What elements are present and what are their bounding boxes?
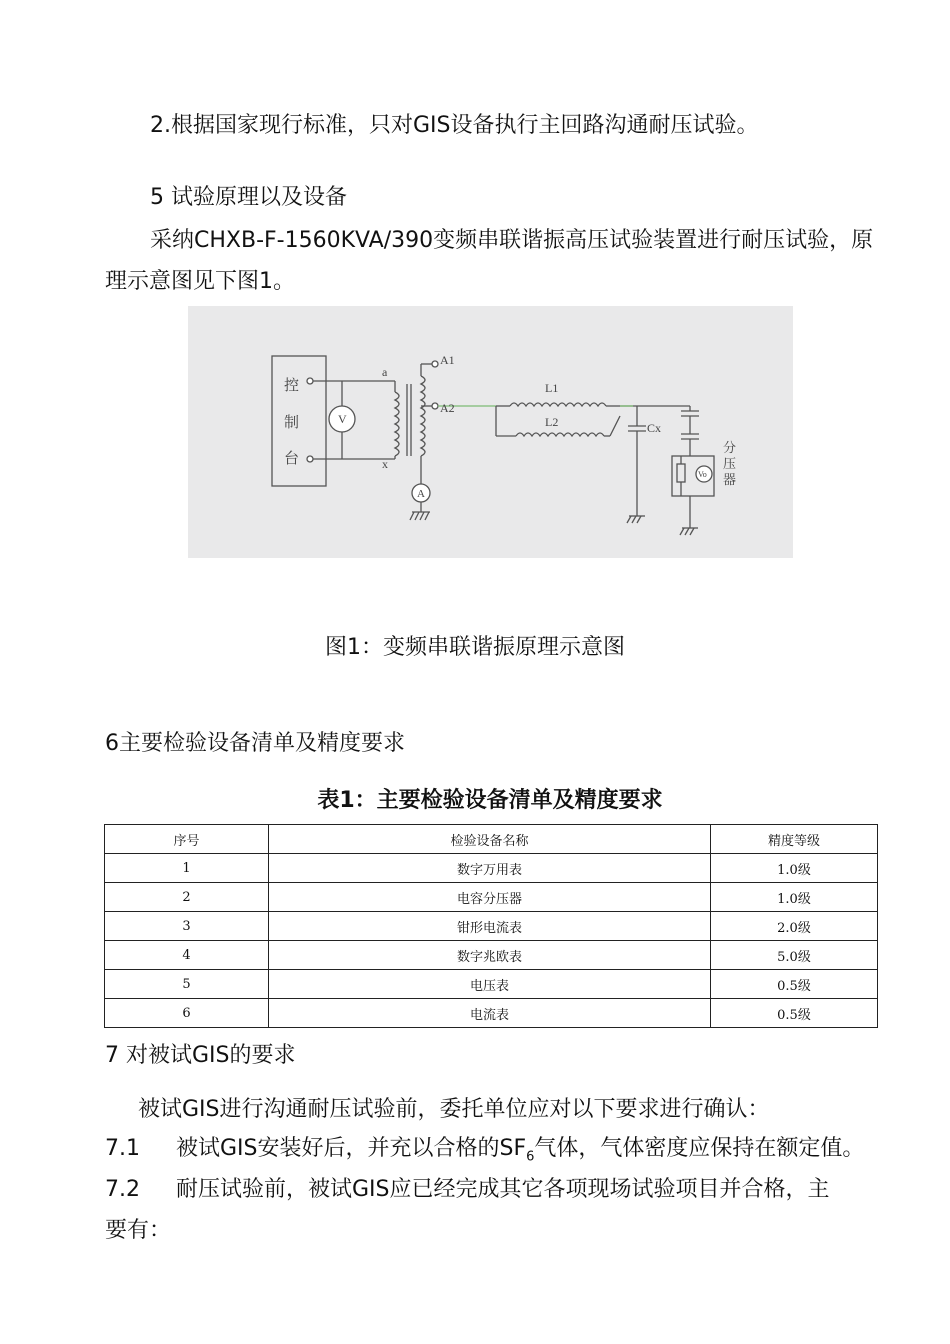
item-7-2-text: 耐压试验前，被试GIS应已经完成其它各项现场试验项目并合格，主 — [176, 1177, 830, 1202]
item-7-1 — [105, 1135, 864, 1171]
cell-index: 4 — [105, 941, 269, 970]
cell-accuracy-class: 1.0级 — [711, 854, 878, 883]
cell-equipment-name: 钳形电流表 — [269, 912, 711, 941]
cell-equipment-name: 电容分压器 — [269, 883, 711, 912]
item-7-1-text-post: 气体，气体密度应保持在额定值。 — [534, 1136, 865, 1161]
cell-equipment-name: 数字万用表 — [269, 854, 711, 883]
cell-accuracy-class: 0.5级 — [711, 999, 878, 1028]
table-header-row — [105, 825, 878, 854]
terminal-x-label: x — [382, 457, 388, 471]
divider-label-1: 分 — [723, 440, 737, 455]
item-7-2-number: 7.2 — [105, 1177, 140, 1202]
ammeter-label: A — [417, 488, 425, 500]
header-index: 序号 — [105, 825, 269, 854]
header-accuracy-class: 精度等级 — [711, 825, 878, 854]
cell-index: 1 — [105, 854, 269, 883]
resonance-circuit-figure — [188, 306, 793, 558]
section-7-intro: 被试GIS进行沟通耐压试验前，委托单位应对以下要求进行确认： — [138, 1097, 770, 1122]
item-7-2 — [105, 1176, 830, 1204]
cell-equipment-name: 数字兆欧表 — [269, 941, 711, 970]
divider-label-2: 压 — [723, 456, 737, 471]
item-7-1-subscript: 6 — [526, 1149, 535, 1165]
console-label-1: 控 — [284, 378, 300, 394]
reactor-l1-label: L1 — [545, 381, 559, 395]
cell-index: 2 — [105, 883, 269, 912]
item-7-2-continued: 要有： — [105, 1218, 172, 1243]
cell-equipment-name: 电压表 — [269, 970, 711, 999]
table-row — [105, 970, 878, 999]
cell-accuracy-class: 2.0级 — [711, 912, 878, 941]
section-7-heading: 7 对被试GIS的要求 — [105, 1043, 296, 1068]
item-7-1-text-pre: 被试GIS安装好后，并充以合格的SF — [176, 1136, 527, 1161]
console-label-3: 台 — [284, 451, 300, 467]
table-title: 表1：主要检验设备清单及精度要求 — [317, 788, 663, 813]
figure-caption: 图1：变频串联谐振原理示意图 — [325, 635, 625, 660]
cell-index: 6 — [105, 999, 269, 1028]
capacitor-cx-label: Cx — [647, 421, 662, 435]
paragraph-standard: 2.根据国家现行标准，只对GIS设备执行主回路沟通耐压试验。 — [150, 113, 759, 138]
section-6-heading: 6主要检验设备清单及精度要求 — [105, 731, 405, 756]
equipment-table — [104, 824, 878, 1028]
table-row — [105, 941, 878, 970]
table-row — [105, 854, 878, 883]
terminal-a1-label: A1 — [440, 353, 455, 367]
terminal-a-label: a — [382, 365, 388, 379]
console-label-2: 制 — [284, 415, 300, 431]
table-row — [105, 912, 878, 941]
cell-accuracy-class: 1.0级 — [711, 883, 878, 912]
cell-index: 3 — [105, 912, 269, 941]
divider-meter-label: Vo — [698, 470, 707, 479]
paragraph-device-line1: 采纳CHXB-F-1560KVA/390变频串联谐振高压试验装置进行耐压试验，原 — [150, 228, 874, 253]
cell-index: 5 — [105, 970, 269, 999]
section-5-heading: 5 试验原理以及设备 — [150, 185, 347, 210]
divider-label-3: 器 — [723, 472, 737, 487]
reactor-l2-label: L2 — [545, 415, 559, 429]
voltmeter-label: V — [338, 412, 347, 426]
terminal-a2-label: A2 — [440, 401, 455, 415]
paragraph-device-line2: 理示意图见下图1。 — [105, 269, 295, 294]
cell-accuracy-class: 5.0级 — [711, 941, 878, 970]
circuit-diagram — [188, 306, 793, 558]
item-7-1-number: 7.1 — [105, 1136, 140, 1161]
cell-equipment-name: 电流表 — [269, 999, 711, 1028]
table-row — [105, 999, 878, 1028]
cell-accuracy-class: 0.5级 — [711, 970, 878, 999]
table-row — [105, 883, 878, 912]
header-equipment-name: 检验设备名称 — [269, 825, 711, 854]
